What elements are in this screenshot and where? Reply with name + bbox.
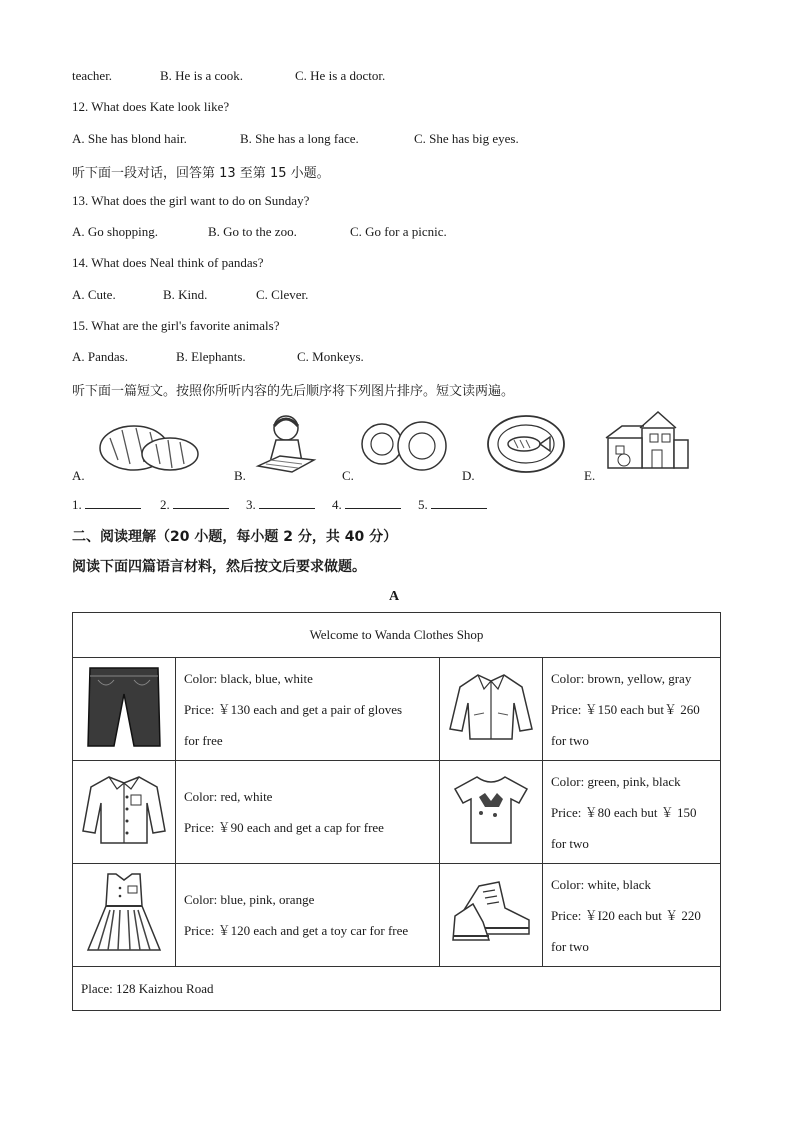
- instruction-passage: 听下面一篇短文。按照你所听内容的先后顺序将下列图片排序。短文读两遍。: [72, 384, 515, 399]
- clothes-shop-table: [72, 612, 721, 1011]
- blank-2[interactable]: [160, 496, 229, 513]
- bread-icon: [96, 416, 202, 476]
- blank-1[interactable]: [72, 496, 141, 513]
- table-row: [73, 761, 721, 864]
- shirt-cell: [73, 761, 176, 864]
- q14-question: 14. What does Neal think of pandas?: [72, 255, 264, 270]
- q11-option-a: teacher.: [72, 68, 113, 83]
- blank-2-line[interactable]: [173, 496, 229, 509]
- q15-option-a: A. Pandas.: [72, 349, 128, 364]
- blank-4-line[interactable]: [345, 496, 401, 509]
- section-title: 二、阅读理解（20 小题，每小题 2 分，共 40 分）: [72, 529, 398, 545]
- q12-option-c: C. She has big eyes.: [414, 131, 519, 146]
- instruction-13-15: 听下面一段对话，回答第 13 至第 15 小题。: [72, 166, 330, 181]
- q14-option-b: B. Kind.: [163, 287, 208, 302]
- q15-option-c: C. Monkeys.: [297, 349, 364, 364]
- house-icon: [604, 408, 692, 472]
- q12-option-b: B. She has a long face.: [240, 131, 359, 146]
- jacket-icon: [448, 667, 534, 747]
- q12-question: 12. What does Kate look like?: [72, 99, 230, 114]
- tshirt-price: Price: ￥80 each but ￥ 150: [551, 804, 697, 820]
- blank-4-label: 4.: [332, 497, 342, 512]
- jacket-color: Color: brown, yellow, gray: [551, 670, 692, 686]
- tshirt-price-cont: for two: [551, 835, 589, 851]
- shirt-color: Color: red, white: [184, 789, 273, 804]
- eggs-icon: [356, 414, 452, 476]
- table-row: [73, 864, 721, 967]
- q14-option-c: C. Clever.: [256, 287, 309, 302]
- q13-question: 13. What does the girl want to do on Sunday?: [72, 193, 310, 208]
- shirt-price: Price: ￥90 each and get a cap for free: [184, 820, 384, 835]
- pic-label-d: D.: [462, 468, 475, 483]
- blank-1-label: 1.: [72, 497, 82, 512]
- blank-5-line[interactable]: [431, 496, 487, 509]
- jacket-price-cont: for two: [551, 732, 589, 748]
- pic-label-b: B.: [234, 468, 246, 483]
- q15-question: 15. What are the girl's favorite animals?: [72, 318, 280, 333]
- girl-writing-icon: [252, 410, 322, 476]
- dress-icon: [84, 870, 164, 956]
- sneakers-price: Price: ￥I20 each but ￥ 220: [551, 907, 701, 923]
- q14-option-a: A. Cute.: [72, 287, 116, 302]
- q11-option-b: B. He is a cook.: [160, 68, 244, 83]
- q12-option-a: A. She has blond hair.: [72, 131, 187, 146]
- dress-cell: [73, 864, 176, 967]
- tshirt-icon: [451, 773, 531, 847]
- jacket-info: [543, 658, 721, 761]
- q13-option-b: B. Go to the zoo.: [208, 224, 297, 239]
- blank-5-label: 5.: [418, 497, 428, 512]
- trousers-price-cont: for free: [184, 732, 223, 748]
- tshirt-color: Color: green, pink, black: [551, 773, 681, 789]
- trousers-icon: [84, 664, 164, 750]
- sneakers-color: Color: white, black: [551, 876, 652, 892]
- jacket-cell: [440, 658, 543, 761]
- trousers-info: [176, 658, 440, 761]
- dress-price: Price: ￥120 each and get a toy car for free: [184, 923, 409, 938]
- trousers-cell: [73, 658, 176, 761]
- trousers-color: Color: black, blue, white: [184, 670, 313, 686]
- sneakers-price-cont: for two: [551, 938, 589, 954]
- table-header: Welcome to Wanda Clothes Shop: [73, 613, 721, 658]
- blank-3[interactable]: [246, 496, 315, 513]
- q11-option-c: C. He is a doctor.: [295, 68, 386, 83]
- pic-label-a: A.: [72, 468, 85, 483]
- sneakers-info: [543, 864, 721, 967]
- pic-label-c: C.: [342, 468, 354, 483]
- jacket-price: Price: ￥150 each but￥ 260: [551, 701, 700, 717]
- sneakers-cell: [440, 864, 543, 967]
- dress-color: Color: blue, pink, orange: [184, 892, 315, 907]
- sneakers-icon: [449, 878, 533, 948]
- blank-3-label: 3.: [246, 497, 256, 512]
- reading-instructions: 阅读下面四篇语言材料，然后按文后要求做题。: [72, 559, 366, 575]
- tshirt-info: [543, 761, 721, 864]
- blank-3-line[interactable]: [259, 496, 315, 509]
- shirt-icon: [81, 773, 167, 847]
- fish-dish-icon: [484, 412, 570, 476]
- passage-label: A: [389, 589, 400, 604]
- q13-option-c: C. Go for a picnic.: [350, 224, 447, 239]
- table-footer: Place: 128 Kaizhou Road: [73, 967, 721, 1011]
- table-row: [73, 658, 721, 761]
- blank-1-line[interactable]: [85, 496, 141, 509]
- blank-4[interactable]: [332, 496, 401, 513]
- dress-info: [176, 864, 440, 967]
- shirt-info: [176, 761, 440, 864]
- q13-option-a: A. Go shopping.: [72, 224, 158, 239]
- trousers-price: Price: ￥130 each and get a pair of gloves: [184, 701, 403, 717]
- blank-5[interactable]: [418, 496, 487, 513]
- q15-option-b: B. Elephants.: [176, 349, 246, 364]
- blank-2-label: 2.: [160, 497, 170, 512]
- tshirt-cell: [440, 761, 543, 864]
- pic-label-e: E.: [584, 468, 596, 483]
